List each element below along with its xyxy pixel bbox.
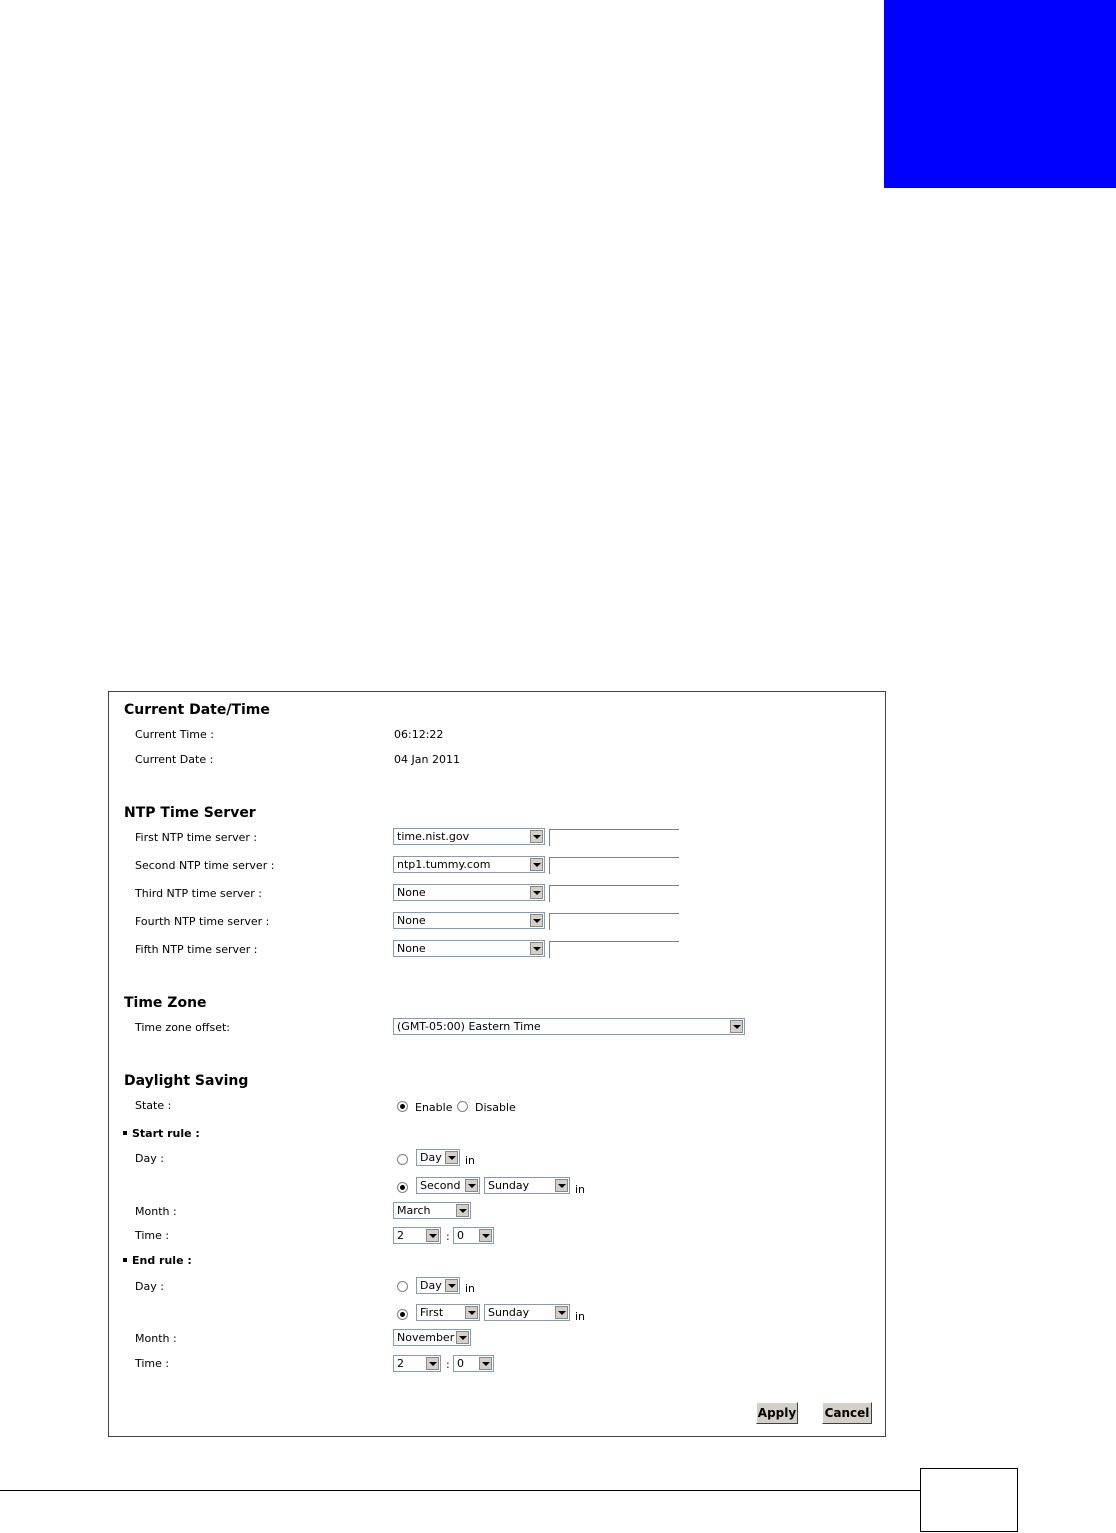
- end-rule-title: [123, 1254, 192, 1267]
- ntp-server-4-value: None: [397, 914, 426, 927]
- chevron-down-icon: [530, 942, 543, 955]
- end-week-of-month-radio[interactable]: [397, 1309, 408, 1320]
- ntp-server-2-custom-input[interactable]: [549, 857, 679, 874]
- chevron-down-icon: [465, 1306, 478, 1319]
- daylight-saving-title: Daylight Saving: [124, 1073, 249, 1089]
- end-month-select[interactable]: [393, 1329, 471, 1346]
- start-weekday-in-label: in: [575, 1183, 586, 1196]
- ntp-server-3-label: Third NTP time server :: [135, 887, 263, 900]
- ntp-title: NTP Time Server: [124, 805, 256, 821]
- chevron-down-icon: [456, 1331, 469, 1344]
- ntp-server-1-select[interactable]: [393, 828, 545, 845]
- current-date-label: Current Date :: [135, 753, 214, 766]
- end-minute-value: 0: [457, 1357, 464, 1370]
- time-zone-offset-select[interactable]: [393, 1018, 745, 1035]
- ntp-server-5-select[interactable]: [393, 940, 545, 957]
- end-weekday-select[interactable]: [484, 1304, 570, 1321]
- start-hour-select[interactable]: [393, 1227, 441, 1244]
- end-day-value: Day: [420, 1279, 442, 1292]
- start-week-select[interactable]: [416, 1177, 480, 1194]
- end-month-label: Month :: [135, 1332, 177, 1345]
- chevron-down-icon: [465, 1179, 478, 1192]
- end-hour-select[interactable]: [393, 1355, 441, 1372]
- start-day-value: Day: [420, 1151, 442, 1164]
- chevron-down-icon: [530, 830, 543, 843]
- current-datetime-title: Current Date/Time: [124, 702, 270, 718]
- ntp-server-2-value: ntp1.tummy.com: [397, 858, 491, 871]
- ntp-server-4-label: Fourth NTP time server :: [135, 915, 270, 928]
- end-month-value: November: [397, 1331, 455, 1344]
- start-minute-value: 0: [457, 1229, 464, 1242]
- current-time-value: 06:12:22: [394, 728, 444, 741]
- start-weekday-select[interactable]: [484, 1177, 570, 1194]
- ntp-server-2-label: Second NTP time server :: [135, 859, 275, 872]
- daylight-state-label: State :: [135, 1099, 172, 1112]
- start-day-label: Day :: [135, 1152, 164, 1165]
- ntp-server-5-label: Fifth NTP time server :: [135, 943, 258, 956]
- start-month-label: Month :: [135, 1205, 177, 1218]
- end-week-select[interactable]: [416, 1304, 480, 1321]
- end-day-of-month-radio[interactable]: [397, 1281, 408, 1292]
- ntp-server-1-custom-input[interactable]: [549, 829, 679, 846]
- ntp-server-3-select[interactable]: [393, 884, 545, 901]
- chapter-tab: [884, 0, 1116, 188]
- daylight-disable-radio[interactable]: [457, 1101, 468, 1112]
- daylight-enable-label: Enable: [415, 1101, 453, 1114]
- start-rule-title-text: Start rule :: [132, 1127, 200, 1140]
- end-minute-select[interactable]: [453, 1355, 494, 1372]
- end-weekday-in-label: in: [575, 1310, 586, 1323]
- ntp-server-1-value: time.nist.gov: [397, 830, 470, 843]
- end-time-label: Time :: [135, 1357, 170, 1370]
- ntp-server-5-custom-input[interactable]: [549, 941, 679, 958]
- start-week-of-month-radio[interactable]: [397, 1182, 408, 1193]
- ntp-server-4-select[interactable]: [393, 912, 545, 929]
- time-zone-offset-label: Time zone offset:: [135, 1021, 230, 1034]
- chevron-down-icon: [730, 1020, 743, 1033]
- start-weekday-value: Sunday: [488, 1179, 530, 1192]
- bullet-icon: [123, 1258, 127, 1262]
- start-month-value: March: [397, 1204, 431, 1217]
- chevron-down-icon: [530, 858, 543, 871]
- end-day-label: Day :: [135, 1280, 164, 1293]
- chevron-down-icon: [530, 886, 543, 899]
- chevron-down-icon: [445, 1279, 458, 1292]
- time-settings-panel: [108, 691, 886, 1437]
- ntp-server-5-value: None: [397, 942, 426, 955]
- start-time-colon: :: [446, 1230, 450, 1243]
- start-time-label: Time :: [135, 1229, 170, 1242]
- cancel-button[interactable]: Cancel: [822, 1402, 872, 1424]
- end-hour-value: 2: [397, 1357, 404, 1370]
- end-weekday-value: Sunday: [488, 1306, 530, 1319]
- time-zone-title: Time Zone: [124, 995, 207, 1011]
- current-date-value: 04 Jan 2011: [394, 753, 460, 766]
- end-time-colon: :: [446, 1358, 450, 1371]
- time-zone-offset-value: (GMT-05:00) Eastern Time: [397, 1020, 541, 1033]
- start-month-select[interactable]: [393, 1202, 471, 1219]
- end-day-select[interactable]: [416, 1277, 460, 1294]
- start-hour-value: 2: [397, 1229, 404, 1242]
- start-minute-select[interactable]: [453, 1227, 494, 1244]
- daylight-disable-label: Disable: [475, 1101, 516, 1114]
- ntp-server-1-label: First NTP time server :: [135, 831, 258, 844]
- end-rule-title-text: End rule :: [132, 1254, 192, 1267]
- page-number-box: [920, 1468, 1018, 1532]
- ntp-server-3-custom-input[interactable]: [549, 885, 679, 902]
- chevron-down-icon: [555, 1306, 568, 1319]
- chevron-down-icon: [555, 1179, 568, 1192]
- ntp-server-2-select[interactable]: [393, 856, 545, 873]
- end-week-value: First: [420, 1306, 444, 1319]
- chevron-down-icon: [479, 1229, 492, 1242]
- chevron-down-icon: [456, 1204, 469, 1217]
- current-time-label: Current Time :: [135, 728, 214, 741]
- end-day-in-label: in: [465, 1282, 476, 1295]
- apply-button[interactable]: Apply: [756, 1402, 798, 1424]
- chevron-down-icon: [445, 1151, 458, 1164]
- start-day-of-month-radio[interactable]: [397, 1154, 408, 1165]
- daylight-enable-radio[interactable]: [397, 1101, 408, 1112]
- chevron-down-icon: [479, 1357, 492, 1370]
- start-rule-title: [123, 1127, 200, 1140]
- ntp-server-3-value: None: [397, 886, 426, 899]
- start-day-select[interactable]: [416, 1149, 460, 1166]
- bullet-icon: [123, 1131, 127, 1135]
- chevron-down-icon: [530, 914, 543, 927]
- ntp-server-4-custom-input[interactable]: [549, 913, 679, 930]
- chevron-down-icon: [426, 1229, 439, 1242]
- start-day-in-label: in: [465, 1154, 476, 1167]
- start-week-value: Second: [420, 1179, 461, 1192]
- footer-divider: [0, 1490, 920, 1491]
- chevron-down-icon: [426, 1357, 439, 1370]
